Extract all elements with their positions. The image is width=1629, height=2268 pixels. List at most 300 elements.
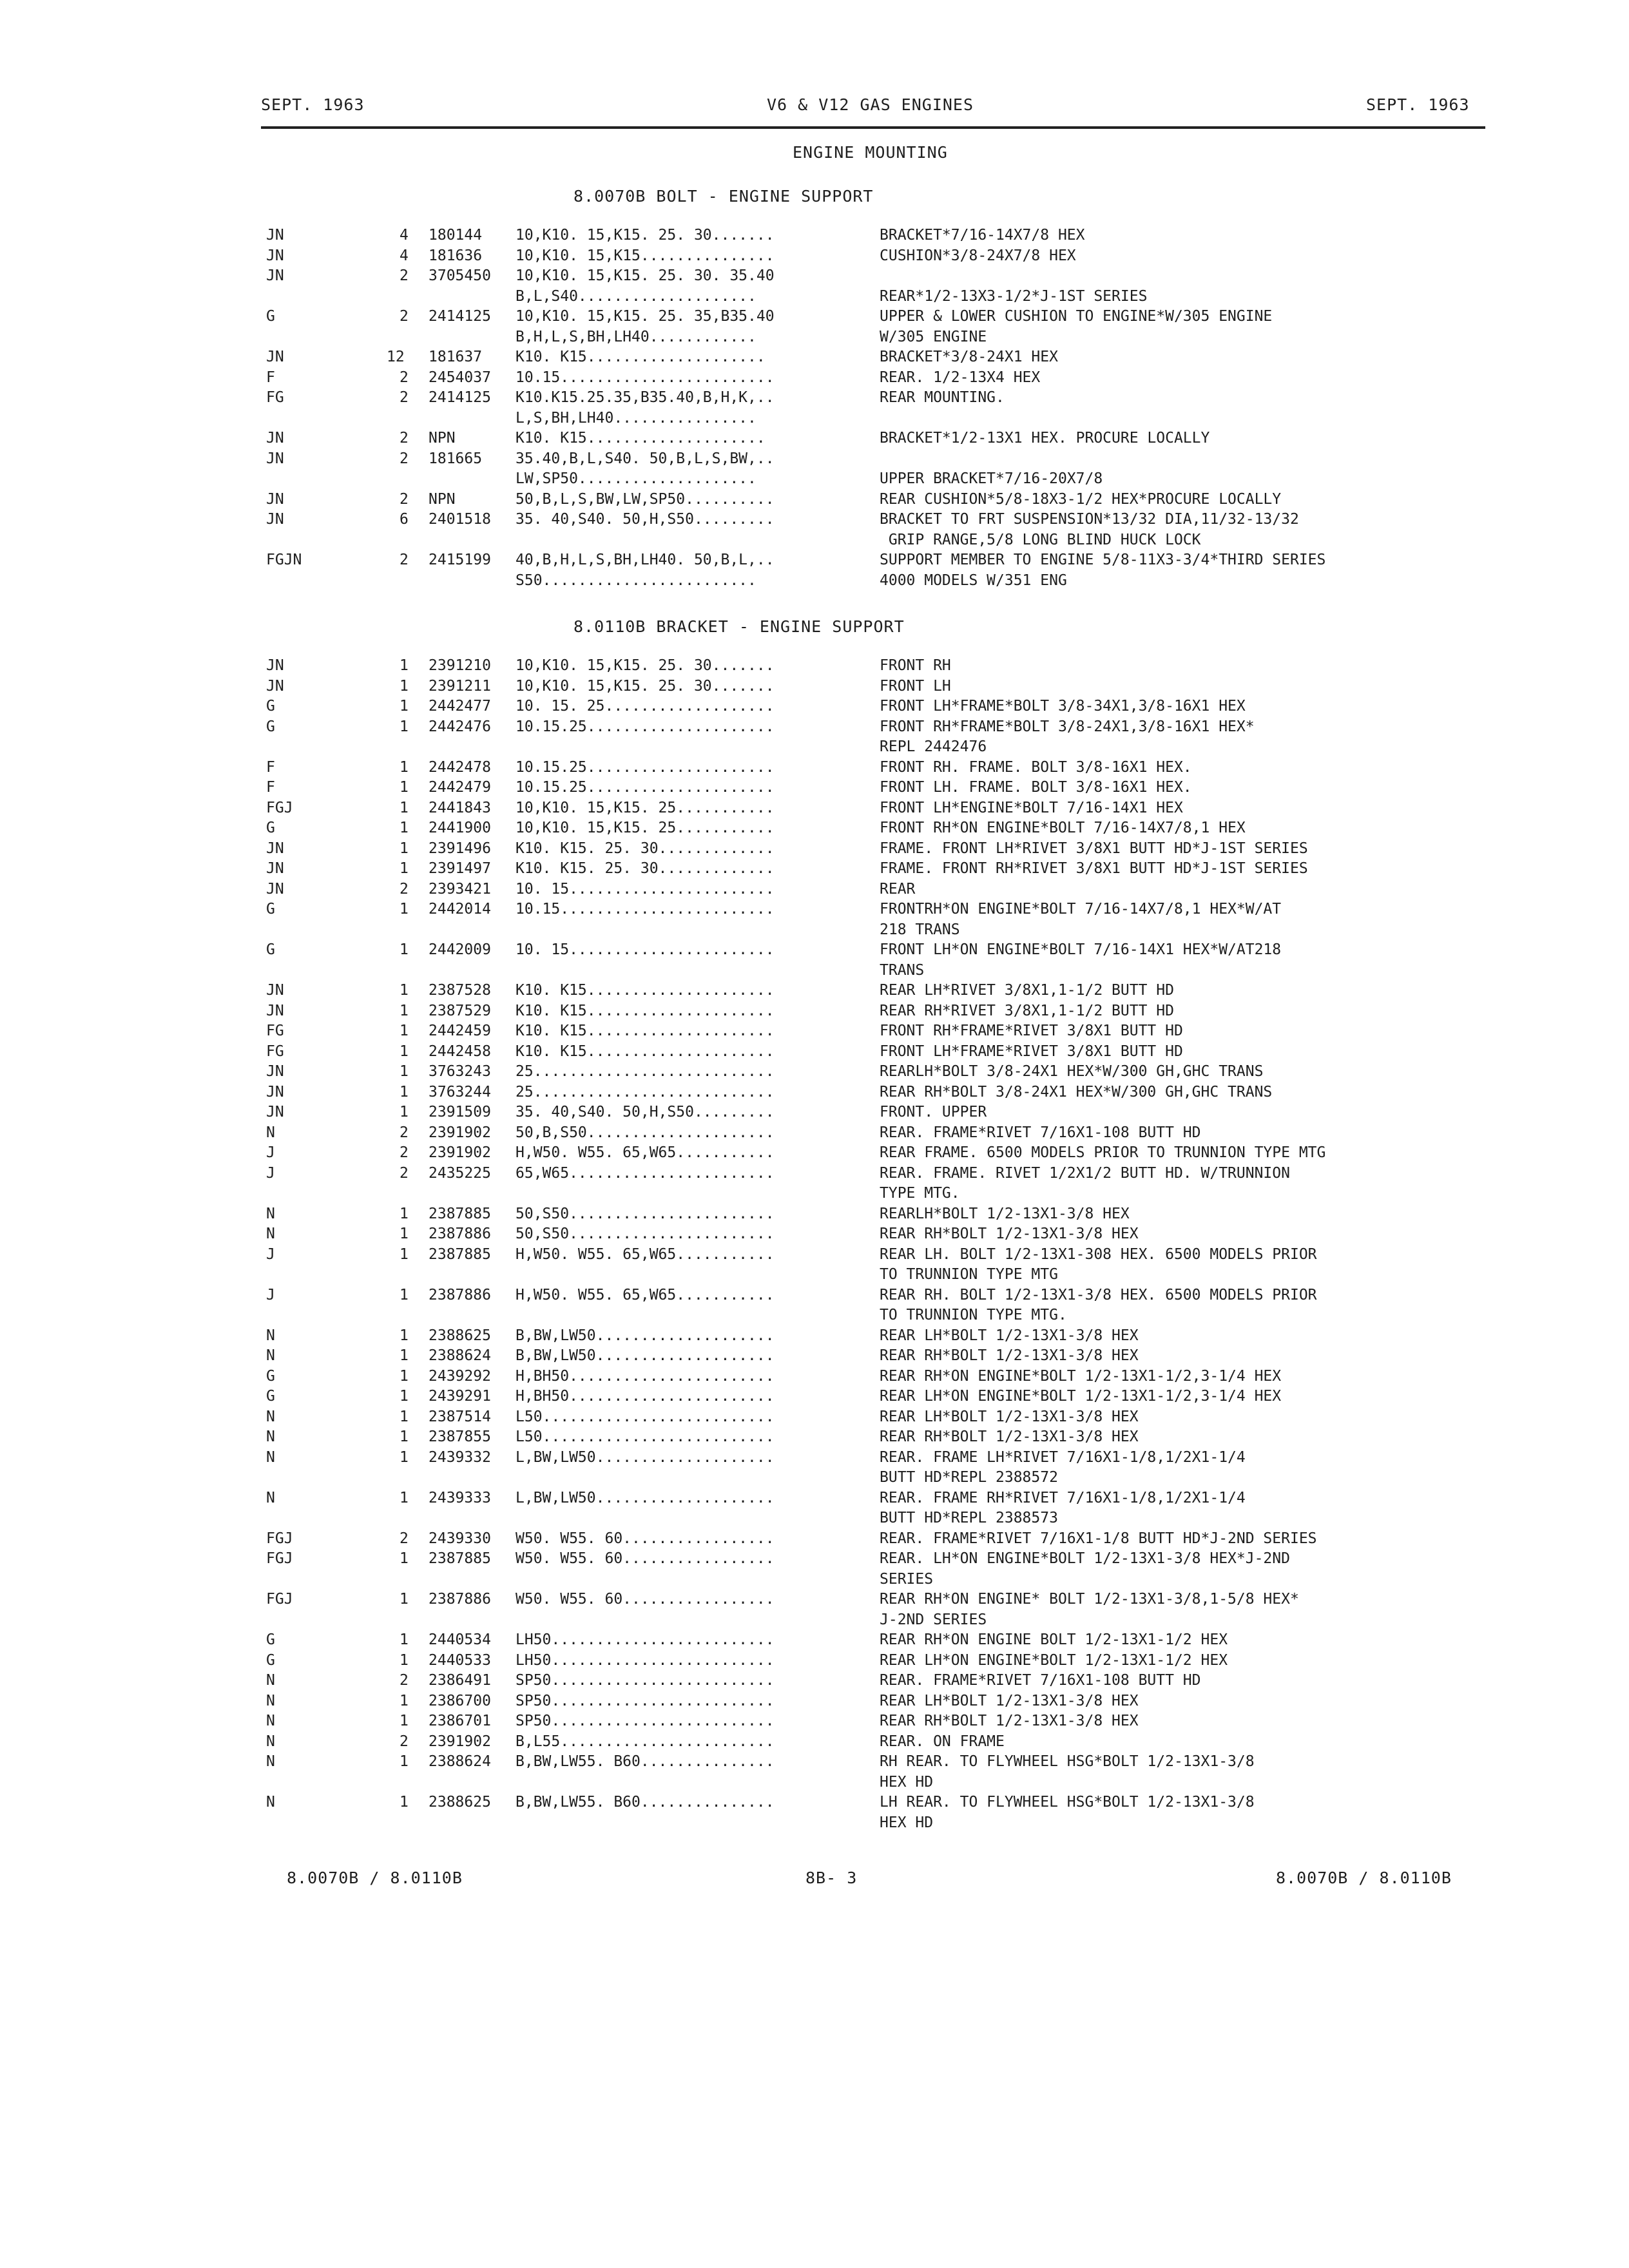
part-desc: TO TRUNNION TYPE MTG [880,1266,1058,1283]
part-models: 10. 15. 25................... [516,698,775,715]
part-part: 2454037 [429,369,491,386]
part-models: SP50......................... [516,1672,775,1689]
part-desc: REAR. FRAME RH*RIVET 7/16X1-1/8,1/2X1-1/4 [880,1489,1246,1506]
part-desc: REAR RH*BOLT 1/2-13X1-3/8 HEX [880,1713,1139,1729]
part-models: H,BH50....................... [516,1367,775,1385]
part-code: N [266,1327,275,1344]
part-code: N [266,1692,275,1709]
part-models: 65,W65....................... [516,1164,775,1182]
part-desc: REAR RH*BOLT 1/2-13X1-3/8 HEX [880,1428,1139,1445]
part-code: N [266,1713,275,1729]
part-qty: 1 [400,941,409,958]
part-models: L,S,BH,LH40................ [516,409,757,427]
part-models: L50.......................... [516,1408,775,1425]
part-qty: 1 [400,1327,409,1344]
part-desc: TO TRUNNION TYPE MTG. [880,1307,1067,1323]
part-qty: 1 [400,1550,409,1567]
part-models: K10. K15..................... [516,1043,775,1060]
part-desc: TYPE MTG. [880,1185,960,1202]
part-code: JN [266,227,284,244]
part-desc: REAR RH*BOLT 1/2-13X1-3/8 HEX [880,1225,1139,1242]
part-desc: REAR LH*BOLT 1/2-13X1-3/8 HEX [880,1692,1139,1709]
part-part: 2386491 [429,1672,491,1689]
part-desc: HEX HD [880,1773,934,1791]
part-part: 180144 [429,227,483,244]
part-qty: 1 [400,1692,409,1709]
part-desc: REARLH*BOLT 3/8-24X1 HEX*W/300 GH,GHC TRANS [880,1063,1264,1080]
part-part: 2387855 [429,1428,491,1445]
part-code: N [266,1225,275,1242]
part-models: 50,B,L,S,BW,LW,SP50.......... [516,490,775,508]
part-qty: 1 [400,1023,409,1039]
part-desc: FRONT LH*FRAME*RIVET 3/8X1 BUTT HD [880,1043,1183,1060]
part-desc: FRONT LH*FRAME*BOLT 3/8-34X1,3/8-16X1 HEX [880,698,1246,715]
part-code: JN [266,657,284,674]
part-part: 2386700 [429,1692,491,1709]
part-qty: 1 [400,820,409,836]
part-desc: REAR. FRAME. RIVET 1/2X1/2 BUTT HD. W/TRUNNION [880,1164,1290,1182]
part-desc: UPPER & LOWER CUSHION TO ENGINE*W/305 ENGINE [880,308,1273,325]
part-part: 2387886 [429,1286,491,1303]
part-qty: 2 [400,369,409,386]
part-code: N [266,1672,275,1689]
part-qty: 1 [400,1104,409,1120]
part-models: B,L55........................ [516,1733,775,1750]
part-desc: REAR LH*BOLT 1/2-13X1-3/8 HEX [880,1327,1139,1344]
part-qty: 1 [400,1002,409,1019]
part-models: B,BW,LW50.................... [516,1327,775,1344]
part-code: G [266,1388,275,1405]
part-desc: REAR. FRAME*RIVET 7/16X1-108 BUTT HD [880,1672,1201,1689]
part-code: N [266,1753,275,1770]
part-code: N [266,1733,275,1750]
part-desc: REAR RH. BOLT 1/2-13X1-3/8 HEX. 6500 MODELS PRIOR [880,1286,1317,1303]
part-qty: 4 [400,247,409,264]
part-part: 3763244 [429,1083,491,1100]
part-part: 2388625 [429,1327,491,1344]
part-code: J [266,1164,275,1182]
part-part: 2441843 [429,799,491,816]
part-code: G [266,718,275,735]
part-desc: RH REAR. TO FLYWHEEL HSG*BOLT 1/2-13X1-3/8 [880,1753,1255,1770]
part-code: G [266,901,275,918]
part-qty: 2 [400,1164,409,1182]
part-qty: 1 [400,1753,409,1770]
part-qty: 1 [400,1631,409,1648]
part-models: B,BW,LW50.................... [516,1347,775,1364]
part-part: 2391509 [429,1104,491,1120]
part-code: JN [266,677,284,695]
part-models: K10. K15. 25. 30............. [516,860,775,877]
part-desc: REAR LH*ON ENGINE*BOLT 1/2-13X1-1/2,3-1/4 HEX [880,1388,1282,1405]
part-code: J [266,1245,275,1263]
part-models: H,W50. W55. 65,W65........... [516,1286,775,1303]
part-qty: 1 [400,1245,409,1263]
part-desc: FRONT RH*FRAME*RIVET 3/8X1 BUTT HD [880,1023,1183,1039]
part-models: K10. K15..................... [516,982,775,999]
part-qty: 1 [400,1388,409,1405]
part-qty: 1 [400,657,409,674]
part-models: SP50......................... [516,1692,775,1709]
part-qty: 1 [400,982,409,999]
part-qty: 2 [400,430,409,447]
part-part: 2388625 [429,1794,491,1811]
part-qty: 1 [400,799,409,816]
footer-left: 8.0070B / 8.0110B [287,1869,463,1887]
footer-right: 8.0070B / 8.0110B [1276,1869,1452,1887]
part-models: 10,K10. 15,K15. 25. 30. 35.40 [516,267,775,284]
part-desc: BRACKET*7/16-14X7/8 HEX [880,227,1085,244]
part-part: 2391496 [429,840,491,857]
header-left: SEPT. 1963 [261,95,365,114]
part-code: JN [266,880,284,898]
part-qty: 1 [400,1794,409,1811]
part-models: 10,K10. 15,K15. 25. 30....... [516,677,775,695]
part-code: J [266,1286,275,1303]
part-code: N [266,1448,275,1466]
part-part: 2442476 [429,718,491,735]
part-desc: SERIES [880,1570,934,1588]
part-code: G [266,820,275,836]
part-qty: 1 [400,1428,409,1445]
part-desc: LH REAR. TO FLYWHEEL HSG*BOLT 1/2-13X1-3/8 [880,1794,1255,1811]
part-part: 2388624 [429,1753,491,1770]
part-qty: 1 [400,840,409,857]
part-qty: 2 [400,267,409,284]
part-part: 2442009 [429,941,491,958]
part-part: 2414125 [429,389,491,406]
part-part: 2393421 [429,880,491,898]
part-code: JN [266,1002,284,1019]
part-part: 2387529 [429,1002,491,1019]
part-code: FGJN [266,552,302,568]
part-desc: REAR*1/2-13X3-1/2*J-1ST SERIES [880,287,1148,305]
part-desc: REAR. ON FRAME [880,1733,1005,1750]
part-desc: REAR. LH*ON ENGINE*BOLT 1/2-13X1-3/8 HEX*J-2ND [880,1550,1290,1567]
part-models: B,L,S40.................... [516,287,757,305]
part-qty: 1 [400,1713,409,1729]
part-part: 181665 [429,450,483,467]
part-qty: 1 [400,1043,409,1060]
part-desc: REAR RH*BOLT 1/2-13X1-3/8 HEX [880,1347,1139,1364]
part-desc: FRONT RH*FRAME*BOLT 3/8-24X1,3/8-16X1 HEX* [880,718,1255,735]
part-desc: W/305 ENGINE [880,328,987,345]
part-models: 10.15........................ [516,901,775,918]
part-code: JN [266,1083,284,1100]
part-part: 2401518 [429,511,491,528]
part-models: K10. K15.................... [516,349,766,365]
part-models: SP50......................... [516,1713,775,1729]
part-models: 25........................... [516,1063,775,1080]
part-code: G [266,1651,275,1669]
part-models: 50,S50....................... [516,1205,775,1222]
part-code: FGJ [266,1550,293,1567]
part-code: N [266,1794,275,1811]
part-part: 2439330 [429,1530,491,1547]
part-part: 181636 [429,247,483,264]
part-part: 2391902 [429,1733,491,1750]
part-models: 10.15.25..................... [516,779,775,796]
part-models: 10,K10. 15,K15. 25. 30....... [516,227,775,244]
part-part: 2387886 [429,1591,491,1608]
part-desc: REAR LH*RIVET 3/8X1,1-1/2 BUTT HD [880,982,1174,999]
part-code: FG [266,1023,284,1039]
part-part: 3705450 [429,267,491,284]
part-models: LH50......................... [516,1651,775,1669]
part-models: LH50......................... [516,1631,775,1648]
part-code: JN [266,247,284,264]
part-desc: FRONT RH*ON ENGINE*BOLT 7/16-14X7/8,1 HEX [880,820,1246,836]
part-part: 2391902 [429,1144,491,1161]
part-models: K10. K15.................... [516,430,766,447]
part-code: JN [266,267,284,284]
part-models: 25........................... [516,1083,775,1100]
part-code: G [266,308,275,325]
part-desc: REAR RH*RIVET 3/8X1,1-1/2 BUTT HD [880,1002,1174,1019]
part-desc: REAR LH. BOLT 1/2-13X1-308 HEX. 6500 MODELS PRIOR [880,1245,1317,1263]
part-code: N [266,1408,275,1425]
part-desc: REAR. FRAME LH*RIVET 7/16X1-1/8,1/2X1-1/4 [880,1448,1246,1466]
part-desc: REAR RH*BOLT 3/8-24X1 HEX*W/300 GH,GHC TRANS [880,1083,1273,1100]
part-part: NPN [429,490,456,508]
part-qty: 2 [400,389,409,406]
part-qty: 1 [400,758,409,776]
part-models: K10. K15. 25. 30............. [516,840,775,857]
part-part: 2439333 [429,1489,491,1506]
part-desc: FRAME. FRONT LH*RIVET 3/8X1 BUTT HD*J-1ST SERIES [880,840,1308,857]
part-models: 10,K10. 15,K15............... [516,247,775,264]
part-code: FGJ [266,1591,293,1608]
part-qty: 4 [400,227,409,244]
part-part: 2391902 [429,1124,491,1141]
part-code: N [266,1489,275,1506]
part-qty: 2 [400,450,409,467]
part-code: FGJ [266,1530,293,1547]
part-code: F [266,369,275,386]
part-desc: 4000 MODELS W/351 ENG [880,572,1067,589]
part-code: JN [266,1063,284,1080]
part-desc: FRONT RH [880,657,951,674]
part-part: 2414125 [429,308,491,325]
header-rule [261,126,1485,129]
part-models: LW,SP50.................... [516,470,757,487]
part-models: 35.40,B,L,S40. 50,B,L,S,BW,.. [516,450,775,467]
part-desc: FRONTRH*ON ENGINE*BOLT 7/16-14X7/8,1 HEX*W/AT [880,901,1282,918]
part-code: JN [266,450,284,467]
part-part: 2391497 [429,860,491,877]
part-qty: 2 [400,490,409,508]
part-models: L,BW,LW50.................... [516,1448,775,1466]
header-center: V6 & V12 GAS ENGINES [767,95,974,114]
part-models: B,BW,LW55. B60............... [516,1794,775,1811]
part-code: F [266,779,275,796]
part-code: FG [266,389,284,406]
part-qty: 2 [400,1672,409,1689]
part-models: 40,B,H,L,S,BH,LH40. 50,B,L,.. [516,552,775,568]
part-code: J [266,1144,275,1161]
part-desc: REAR. 1/2-13X4 HEX [880,369,1041,386]
part-desc: BRACKET TO FRT SUSPENSION*13/32 DIA,11/32-13/32 [880,511,1299,528]
part-qty: 2 [400,308,409,325]
part-desc: REAR RH*ON ENGINE BOLT 1/2-13X1-1/2 HEX [880,1631,1228,1648]
section-title: 8.0070B BOLT - ENGINE SUPPORT [574,187,874,206]
part-part: 2415199 [429,552,491,568]
part-desc: REAR FRAME. 6500 MODELS PRIOR TO TRUNNION TYPE MTG [880,1144,1326,1161]
part-models: K10. K15..................... [516,1002,775,1019]
part-part: 181637 [429,349,483,365]
part-desc: REARLH*BOLT 1/2-13X1-3/8 HEX [880,1205,1130,1222]
part-qty: 1 [400,860,409,877]
part-desc: BRACKET*3/8-24X1 HEX [880,349,1058,365]
part-models: 35. 40,S40. 50,H,S50......... [516,1104,775,1120]
part-models: S50........................ [516,572,757,589]
part-code: N [266,1124,275,1141]
part-models: 50,S50....................... [516,1225,775,1242]
part-code: JN [266,860,284,877]
part-models: 10,K10. 15,K15. 25........... [516,820,775,836]
part-models: 10,K10. 15,K15. 25........... [516,799,775,816]
part-qty: 1 [400,1205,409,1222]
part-models: B,H,L,S,BH,LH40............ [516,328,757,345]
part-qty: 1 [400,1347,409,1364]
part-part: 2442477 [429,698,491,715]
part-code: G [266,1367,275,1385]
part-qty: 1 [400,718,409,735]
part-desc: GRIP RANGE,5/8 LONG BLIND HUCK LOCK [880,531,1201,548]
part-desc: CUSHION*3/8-24X7/8 HEX [880,247,1076,264]
part-part: 2441900 [429,820,491,836]
part-desc: REAR CUSHION*5/8-18X3-1/2 HEX*PROCURE LOCALLY [880,490,1282,508]
part-code: G [266,698,275,715]
part-code: JN [266,430,284,447]
part-part: NPN [429,430,456,447]
part-desc: FRONT LH*ENGINE*BOLT 7/16-14X1 HEX [880,799,1183,816]
part-qty: 1 [400,1448,409,1466]
part-part: 2387885 [429,1245,491,1263]
part-desc: TRANS [880,961,925,979]
part-qty: 1 [400,698,409,715]
part-desc: REAR [880,880,916,898]
part-part: 2442459 [429,1023,491,1039]
part-desc: J-2ND SERIES [880,1611,987,1628]
part-models: 50,B,S50..................... [516,1124,775,1141]
part-qty: 2 [400,1530,409,1547]
part-qty: 2 [400,552,409,568]
part-desc: REPL 2442476 [880,738,987,755]
part-part: 2442458 [429,1043,491,1060]
page-title: ENGINE MOUNTING [793,143,948,162]
part-part: 2442479 [429,779,491,796]
part-code: JN [266,1104,284,1120]
part-desc: SUPPORT MEMBER TO ENGINE 5/8-11X3-3/4*THIRD SERIES [880,552,1326,568]
part-code: JN [266,490,284,508]
part-part: 3763243 [429,1063,491,1080]
part-models: W50. W55. 60................. [516,1550,775,1567]
part-part: 2387885 [429,1205,491,1222]
part-qty: 1 [400,1367,409,1385]
part-qty: 2 [400,1733,409,1750]
part-part: 2391211 [429,677,491,695]
part-desc: FRONT. UPPER [880,1104,987,1120]
part-models: 10,K10. 15,K15. 25. 30....... [516,657,775,674]
part-models: W50. W55. 60................. [516,1530,775,1547]
part-desc: UPPER BRACKET*7/16-20X7/8 [880,470,1103,487]
part-part: 2391210 [429,657,491,674]
part-qty: 1 [400,1591,409,1608]
part-part: 2435225 [429,1164,491,1182]
part-models: 10. 15....................... [516,941,775,958]
part-desc: REAR LH*ON ENGINE*BOLT 1/2-13X1-1/2 HEX [880,1651,1228,1669]
part-qty: 1 [400,901,409,918]
part-desc: REAR LH*BOLT 1/2-13X1-3/8 HEX [880,1408,1139,1425]
part-models: 35. 40,S40. 50,H,S50......... [516,511,775,528]
header-right: SEPT. 1963 [1366,95,1470,114]
part-code: N [266,1428,275,1445]
part-part: 2386701 [429,1713,491,1729]
part-code: N [266,1205,275,1222]
part-desc: FRONT LH*ON ENGINE*BOLT 7/16-14X1 HEX*W/AT218 [880,941,1282,958]
part-qty: 2 [400,880,409,898]
part-models: K10.K15.25.35,B35.40,B,H,K,.. [516,389,775,406]
part-desc: REAR MOUNTING. [880,389,1005,406]
part-models: K10. K15..................... [516,1023,775,1039]
part-part: 2439291 [429,1388,491,1405]
part-models: H,BH50....................... [516,1388,775,1405]
part-part: 2440534 [429,1631,491,1648]
part-code: JN [266,349,284,365]
part-qty: 1 [400,1225,409,1242]
part-qty: 1 [400,1489,409,1506]
part-qty: 1 [400,1651,409,1669]
part-qty: 1 [400,1286,409,1303]
part-desc: BUTT HD*REPL 2388573 [880,1510,1058,1526]
part-code: JN [266,982,284,999]
part-qty: 2 [400,1144,409,1161]
part-code: JN [266,840,284,857]
part-desc: REAR. FRAME*RIVET 7/16X1-108 BUTT HD [880,1124,1201,1141]
part-qty: 2 [400,1124,409,1141]
part-desc: FRONT LH [880,677,951,695]
part-part: 2440533 [429,1651,491,1669]
part-desc: 218 TRANS [880,921,960,938]
part-models: W50. W55. 60................. [516,1591,775,1608]
part-code: N [266,1347,275,1364]
part-code: G [266,1631,275,1648]
part-desc: REAR RH*ON ENGINE* BOLT 1/2-13X1-3/8,1-5/8 HEX* [880,1591,1299,1608]
part-code: JN [266,511,284,528]
part-part: 2387886 [429,1225,491,1242]
part-qty: 1 [400,779,409,796]
part-desc: REAR. FRAME*RIVET 7/16X1-1/8 BUTT HD*J-2ND SERIES [880,1530,1317,1547]
part-code: FGJ [266,799,293,816]
part-qty: 6 [400,511,409,528]
part-desc: FRONT RH. FRAME. BOLT 3/8-16X1 HEX. [880,758,1192,776]
part-models: 10.15.25..................... [516,718,775,735]
part-models: L,BW,LW50.................... [516,1489,775,1506]
part-part: 2387514 [429,1408,491,1425]
part-models: 10.15.25..................... [516,758,775,776]
part-models: 10,K10. 15,K15. 25. 35,B35.40 [516,308,775,325]
part-desc: BUTT HD*REPL 2388572 [880,1469,1058,1486]
part-part: 2442014 [429,901,491,918]
part-qty: 12 [387,349,405,365]
part-qty: 1 [400,677,409,695]
part-part: 2439332 [429,1448,491,1466]
part-desc: FRONT LH. FRAME. BOLT 3/8-16X1 HEX. [880,779,1192,796]
footer-center: 8B- 3 [805,1869,858,1887]
part-desc: BRACKET*1/2-13X1 HEX. PROCURE LOCALLY [880,430,1210,447]
part-desc: REAR RH*ON ENGINE*BOLT 1/2-13X1-1/2,3-1/4 HEX [880,1367,1282,1385]
